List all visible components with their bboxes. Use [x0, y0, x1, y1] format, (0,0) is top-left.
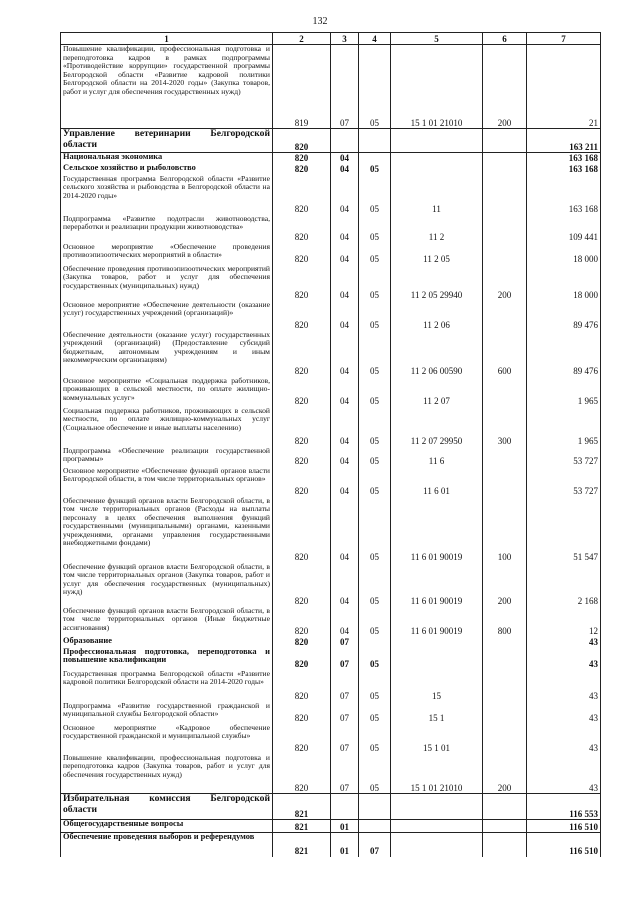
- table-row: [61, 467, 601, 497]
- subsection-code: [359, 794, 391, 820]
- section-code: 04: [331, 467, 359, 497]
- subsection-code: 05: [359, 607, 391, 637]
- item-name: Сельское хозяйство и рыболовство: [61, 164, 273, 175]
- target-article-code: 11 2 06: [391, 301, 483, 331]
- target-article-code: 11 2 07 29950: [391, 407, 483, 447]
- section-code: 04: [331, 377, 359, 407]
- target-article-code: 11: [391, 175, 483, 215]
- subsection-code: 05: [359, 301, 391, 331]
- section-code: 04: [331, 407, 359, 447]
- subsection-code: 05: [359, 265, 391, 301]
- amount: 18 000: [527, 265, 601, 301]
- table-row: [61, 754, 601, 794]
- expense-type-code: 600: [483, 331, 527, 377]
- amount: 163 168: [527, 164, 601, 175]
- target-article-code: 11 2 07: [391, 377, 483, 407]
- amount: 43: [527, 724, 601, 754]
- target-article-code: [391, 820, 483, 833]
- subsection-code: 05: [359, 670, 391, 702]
- item-name: Управление ветеринарии Белгородской области: [61, 129, 273, 153]
- section-code: 07: [331, 637, 359, 648]
- table-row: [61, 607, 601, 637]
- admin-code: 821: [273, 833, 331, 857]
- admin-code: 820: [273, 648, 331, 670]
- target-article-code: [391, 129, 483, 153]
- target-article-code: 11 2: [391, 215, 483, 243]
- admin-code: 820: [273, 215, 331, 243]
- item-name: Образование: [61, 637, 273, 648]
- target-article-code: [391, 648, 483, 670]
- admin-code: 820: [273, 377, 331, 407]
- item-name: Государственная программа Белгородской области «Развитие сельского хозяйства и рыбоводства в Белгородской области на 2014-2020 годы»: [61, 175, 273, 215]
- item-name: Национальная экономика: [61, 153, 273, 164]
- subsection-code: 05: [359, 243, 391, 265]
- amount: 1 965: [527, 377, 601, 407]
- target-article-code: 15: [391, 670, 483, 702]
- subsection-code: 05: [359, 407, 391, 447]
- expense-type-code: 300: [483, 407, 527, 447]
- table-row: [61, 215, 601, 243]
- target-article-code: 11 2 06 00590: [391, 331, 483, 377]
- admin-code: 820: [273, 175, 331, 215]
- expense-type-code: 100: [483, 497, 527, 563]
- table-row: [61, 243, 601, 265]
- amount: 109 441: [527, 215, 601, 243]
- admin-code: 820: [273, 301, 331, 331]
- expense-type-code: [483, 447, 527, 467]
- admin-code: 820: [273, 164, 331, 175]
- subsection-code: [359, 637, 391, 648]
- expense-type-code: [483, 670, 527, 702]
- section-code: 04: [331, 164, 359, 175]
- amount: 21: [527, 45, 601, 129]
- table-row: [61, 331, 601, 377]
- table-body: [61, 45, 601, 857]
- amount: 12: [527, 607, 601, 637]
- item-name: Обеспечение функций органов власти Белгородской области, в том числе территориальных органов (Закупка товаров, работ и услуг для обеспечения государственных (муниципальных) нужд): [61, 563, 273, 607]
- column-header: 6: [483, 33, 527, 45]
- expense-type-code: 200: [483, 265, 527, 301]
- admin-code: 820: [273, 702, 331, 724]
- column-header: 5: [391, 33, 483, 45]
- subsection-code: 05: [359, 754, 391, 794]
- amount: 43: [527, 637, 601, 648]
- table-row: [61, 820, 601, 833]
- target-article-code: [391, 833, 483, 857]
- target-article-code: [391, 153, 483, 164]
- item-name: Социальная поддержка работников, проживающих в сельской местности, по оплате жилищно-коммунальных услуг (Социальное обеспечение и иные выплаты населению): [61, 407, 273, 447]
- admin-code: 820: [273, 153, 331, 164]
- admin-code: 820: [273, 563, 331, 607]
- table-row: [61, 377, 601, 407]
- expense-type-code: [483, 243, 527, 265]
- subsection-code: 05: [359, 45, 391, 129]
- amount: 116 553: [527, 794, 601, 820]
- section-code: 07: [331, 648, 359, 670]
- admin-code: 820: [273, 129, 331, 153]
- item-name: Подпрограмма «Развитие государственной гражданской и муниципальной службы Белгородской области»: [61, 702, 273, 724]
- section-code: 04: [331, 607, 359, 637]
- section-code: 07: [331, 702, 359, 724]
- column-header: 2: [273, 33, 331, 45]
- item-name: Обеспечение функций органов власти Белгородской области, в том числе территориальных органов (Иные бюджетные ассигнования): [61, 607, 273, 637]
- expense-type-code: [483, 794, 527, 820]
- admin-code: 820: [273, 724, 331, 754]
- subsection-code: 05: [359, 563, 391, 607]
- table-row: [61, 164, 601, 175]
- target-article-code: 11 6 01 90019: [391, 497, 483, 563]
- section-code: 04: [331, 215, 359, 243]
- target-article-code: [391, 794, 483, 820]
- expense-type-code: [483, 724, 527, 754]
- amount: 43: [527, 754, 601, 794]
- expense-type-code: 200: [483, 754, 527, 794]
- amount: 51 547: [527, 497, 601, 563]
- table-row: [61, 45, 601, 129]
- amount: 43: [527, 702, 601, 724]
- subsection-code: [359, 129, 391, 153]
- table-row: [61, 702, 601, 724]
- admin-code: 820: [273, 467, 331, 497]
- item-name: Основное мероприятие «Обеспечение деятельности (оказание услуг) государственных учреждений (организаций)»: [61, 301, 273, 331]
- item-name: Обеспечение проведения выборов и референдумов: [61, 833, 273, 857]
- amount: 116 510: [527, 820, 601, 833]
- admin-code: 820: [273, 497, 331, 563]
- target-article-code: 11 6 01 90019: [391, 607, 483, 637]
- admin-code: 820: [273, 637, 331, 648]
- table-row: [61, 407, 601, 447]
- target-article-code: [391, 164, 483, 175]
- subsection-code: 05: [359, 467, 391, 497]
- admin-code: 820: [273, 265, 331, 301]
- item-name: Основное мероприятие «Социальная поддержка работников, проживающих в сельской местности, по оплате жилищно-коммунальных услуг»: [61, 377, 273, 407]
- item-name: Государственная программа Белгородской области «Развитие кадровой политики Белгородской области на 2014-2020 годы»: [61, 670, 273, 702]
- admin-code: 820: [273, 607, 331, 637]
- subsection-code: 05: [359, 331, 391, 377]
- table-row: [61, 175, 601, 215]
- target-article-code: 15 1 01 21010: [391, 45, 483, 129]
- section-code: 04: [331, 243, 359, 265]
- amount: 89 476: [527, 301, 601, 331]
- subsection-code: 05: [359, 377, 391, 407]
- amount: 163 211: [527, 129, 601, 153]
- target-article-code: 11 2 05 29940: [391, 265, 483, 301]
- expense-type-code: [483, 820, 527, 833]
- column-header: 1: [61, 33, 273, 45]
- amount: 43: [527, 648, 601, 670]
- amount: 18 000: [527, 243, 601, 265]
- expense-type-code: [483, 153, 527, 164]
- section-code: 04: [331, 153, 359, 164]
- section-code: [331, 794, 359, 820]
- subsection-code: 05: [359, 447, 391, 467]
- expense-type-code: 200: [483, 45, 527, 129]
- admin-code: 821: [273, 820, 331, 833]
- amount: 43: [527, 670, 601, 702]
- subsection-code: 07: [359, 833, 391, 857]
- section-code: 04: [331, 447, 359, 467]
- amount: 116 510: [527, 833, 601, 857]
- subsection-code: [359, 153, 391, 164]
- item-name: Обеспечение деятельности (оказание услуг) государственных учреждений (организаций) (Предоставление субсидий бюджетным, автономным учреждениям и иным некоммерческим организациям): [61, 331, 273, 377]
- section-code: 04: [331, 301, 359, 331]
- admin-code: 820: [273, 407, 331, 447]
- target-article-code: [391, 637, 483, 648]
- expense-type-code: [483, 175, 527, 215]
- section-code: 07: [331, 670, 359, 702]
- table-row: [61, 153, 601, 164]
- target-article-code: 11 6 01 90019: [391, 563, 483, 607]
- amount: 89 476: [527, 331, 601, 377]
- expense-type-code: 200: [483, 563, 527, 607]
- item-name: Повышение квалификации, профессиональная подготовка и переподготовка кадров в рамках подпрограммы «Противодействие коррупции» государственной программы Белгородской области «Развитие кадровой политики Белгородской области на 2014-2020 годы» (Закупка товаров, работ и услуг для обеспечения государственных нужд): [61, 45, 273, 129]
- amount: 53 727: [527, 467, 601, 497]
- table-row: [61, 637, 601, 648]
- amount: 53 727: [527, 447, 601, 467]
- item-name: Повышение квалификации, профессиональная подготовка и переподготовка кадров (Закупка товаров, работ и услуг для обеспечения государственных нужд): [61, 754, 273, 794]
- column-header: 3: [331, 33, 359, 45]
- expense-type-code: [483, 377, 527, 407]
- subsection-code: 05: [359, 648, 391, 670]
- amount: 163 168: [527, 153, 601, 164]
- subsection-code: [359, 820, 391, 833]
- expense-type-code: [483, 833, 527, 857]
- item-name: Подпрограмма «Развитие подотрасли животноводства, переработки и реализации продукции животноводства»: [61, 215, 273, 243]
- admin-code: 819: [273, 45, 331, 129]
- expense-type-code: [483, 129, 527, 153]
- table-row: [61, 301, 601, 331]
- expense-type-code: [483, 215, 527, 243]
- subsection-code: 05: [359, 164, 391, 175]
- admin-code: 820: [273, 331, 331, 377]
- expense-type-code: [483, 648, 527, 670]
- expense-type-code: 800: [483, 607, 527, 637]
- section-code: 07: [331, 45, 359, 129]
- amount: 2 168: [527, 563, 601, 607]
- table-row: [61, 563, 601, 607]
- item-name: Общегосударственные вопросы: [61, 820, 273, 833]
- section-code: 04: [331, 563, 359, 607]
- section-code: 04: [331, 175, 359, 215]
- target-article-code: 15 1: [391, 702, 483, 724]
- section-code: [331, 129, 359, 153]
- item-name: Профессиональная подготовка, переподготовка и повышение квалификации: [61, 648, 273, 670]
- table-header-row: [61, 33, 601, 45]
- subsection-code: 05: [359, 724, 391, 754]
- section-code: 07: [331, 724, 359, 754]
- item-name: Подпрограмма «Обеспечение реализации государственной программы»: [61, 447, 273, 467]
- admin-code: 820: [273, 243, 331, 265]
- section-code: 04: [331, 331, 359, 377]
- subsection-code: 05: [359, 175, 391, 215]
- target-article-code: 15 1 01: [391, 724, 483, 754]
- item-name: Основное мероприятие «Обеспечение функций органов власти Белгородской области, в том числе территориальных органов»: [61, 467, 273, 497]
- table-row: [61, 794, 601, 820]
- item-name: Основное мероприятие «Обеспечение проведения противоэпизоотических мероприятий в области»: [61, 243, 273, 265]
- table-row: [61, 497, 601, 563]
- target-article-code: 11 2 05: [391, 243, 483, 265]
- budget-table: [60, 32, 601, 857]
- admin-code: 820: [273, 754, 331, 794]
- section-code: 01: [331, 820, 359, 833]
- target-article-code: 11 6 01: [391, 467, 483, 497]
- item-name: Обеспечение функций органов власти Белгородской области, в том числе территориальных органов (Расходы на выплаты персоналу в целях обеспечения выполнения функций государственными (муниципальными) органами, казенными учреждениями, органами управления государственными внебюджетными фондами): [61, 497, 273, 563]
- subsection-code: 05: [359, 497, 391, 563]
- section-code: 04: [331, 497, 359, 563]
- expense-type-code: [483, 301, 527, 331]
- table-row: [61, 670, 601, 702]
- table-row: [61, 724, 601, 754]
- section-code: 04: [331, 265, 359, 301]
- item-name: Основное мероприятие «Кадровое обеспечение государственной гражданской и муниципальной службы»: [61, 724, 273, 754]
- amount: 1 965: [527, 407, 601, 447]
- table-row: [61, 447, 601, 467]
- expense-type-code: [483, 467, 527, 497]
- target-article-code: 15 1 01 21010: [391, 754, 483, 794]
- admin-code: 821: [273, 794, 331, 820]
- section-code: 07: [331, 754, 359, 794]
- subsection-code: 05: [359, 702, 391, 724]
- subsection-code: 05: [359, 215, 391, 243]
- section-code: 01: [331, 833, 359, 857]
- target-article-code: 11 6: [391, 447, 483, 467]
- table-row: [61, 265, 601, 301]
- column-header: 4: [359, 33, 391, 45]
- amount: 163 168: [527, 175, 601, 215]
- admin-code: 820: [273, 670, 331, 702]
- item-name: Избирательная комиссия Белгородской области: [61, 794, 273, 820]
- table-row: [61, 833, 601, 857]
- admin-code: 820: [273, 447, 331, 467]
- expense-type-code: [483, 637, 527, 648]
- column-header: 7: [527, 33, 601, 45]
- table-row: [61, 129, 601, 153]
- item-name: Обеспечение проведения противоэпизоотических мероприятий (Закупка товаров, работ и услуг для обеспечения государственных (муниципальных) нужд): [61, 265, 273, 301]
- expense-type-code: [483, 702, 527, 724]
- table-row: [61, 648, 601, 670]
- page-number: 132: [312, 16, 328, 27]
- expense-type-code: [483, 164, 527, 175]
